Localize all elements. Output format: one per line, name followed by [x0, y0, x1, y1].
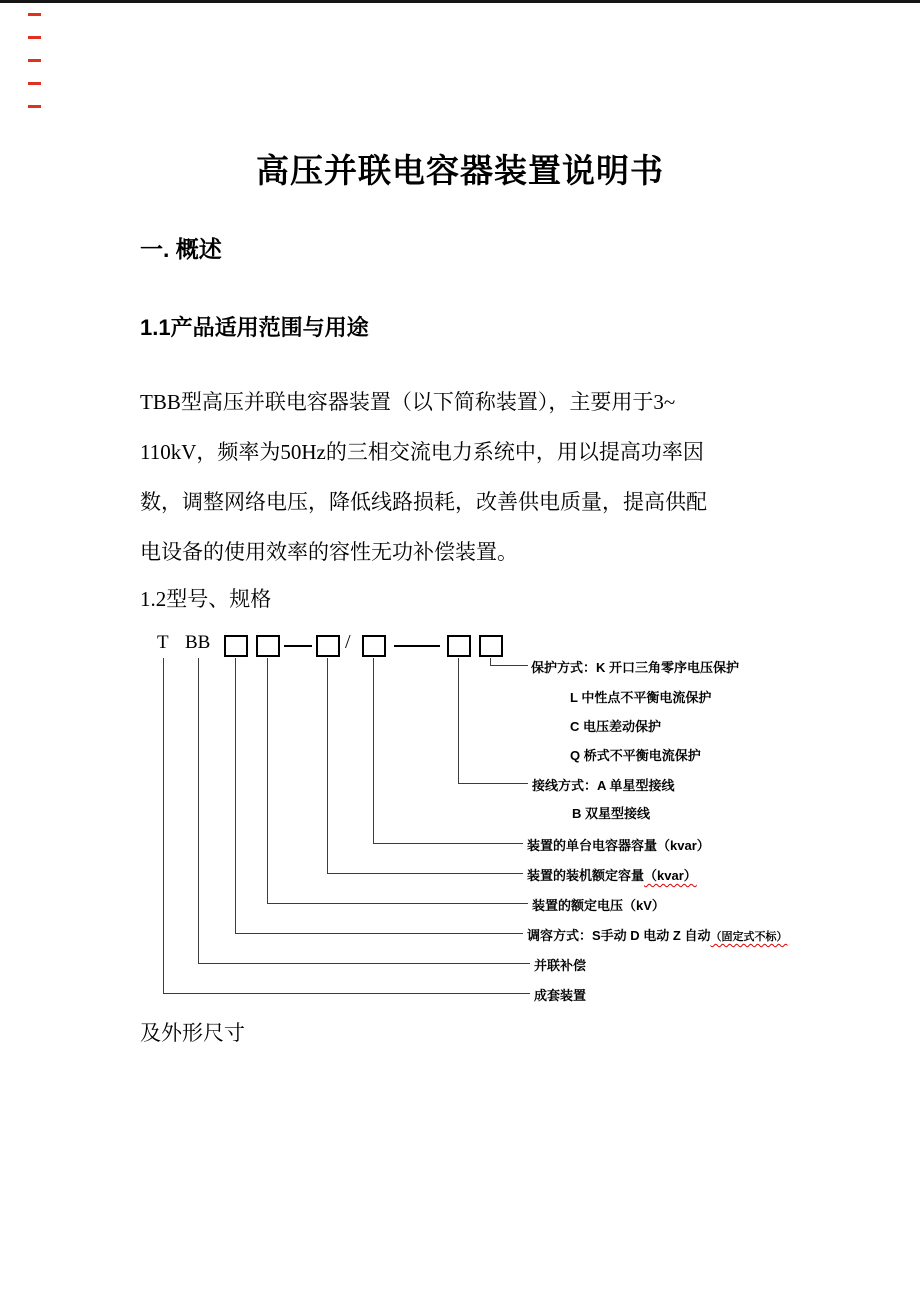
model-code-box-protection [479, 635, 503, 657]
label-rated-capacity-text: 装置的装机额定容量 [527, 868, 645, 883]
model-code-box-wiring [447, 635, 471, 657]
leader-line-shunt-h [198, 963, 530, 964]
leader-line-single-capacity-h [373, 843, 523, 844]
model-code-box-rated-capacity [316, 635, 340, 657]
label-wiring: 接线方式：A 单星型接线 [532, 778, 675, 793]
leader-line-adjust-mode-h [235, 933, 523, 934]
label-protection-q: Q 桥式不平衡电流保护 [570, 748, 701, 763]
label-rated-voltage: 装置的额定电压（kV） [532, 898, 665, 913]
page-title: 高压并联电容器装置说明书 [256, 152, 664, 189]
model-code-letter-t: T [157, 632, 169, 653]
margin-mark [28, 13, 41, 16]
leader-line-rated-voltage [267, 658, 268, 903]
label-protection-l: L 中性点不平衡电流保护 [570, 690, 712, 705]
leader-line-complete-set [163, 658, 164, 993]
label-adjust-mode [527, 925, 787, 944]
model-code-dash [394, 645, 440, 647]
label-adjust-mode-note: （固定式不标） [710, 931, 788, 943]
label-adjust-mode-text: 调容方式：S手动 D 电动 Z 自动 [527, 928, 711, 943]
label-rated-capacity-unit: （kvar） [644, 868, 697, 883]
leader-line-protection-h [490, 665, 528, 666]
model-code-dash [284, 645, 312, 647]
leader-line-complete-set-h [163, 993, 530, 994]
label-single-capacity: 装置的单台电容器容量（kvar） [527, 838, 710, 853]
label-wiring-b: B 双星型接线 [572, 806, 651, 821]
margin-mark [28, 59, 41, 62]
leader-line-adjust-mode [235, 658, 236, 933]
leader-line-rated-capacity [327, 658, 328, 873]
heading-scope: 1.1产品适用范围与用途 [140, 315, 369, 340]
leader-line-wiring [458, 658, 459, 783]
heading-model: 1.2型号、规格 [140, 587, 272, 611]
leader-line-single-capacity [373, 658, 374, 843]
leader-line-rated-capacity-h [327, 873, 523, 874]
margin-mark [28, 36, 41, 39]
model-code-box-rated-voltage [256, 635, 280, 657]
margin-mark [28, 105, 41, 108]
leader-line-protection [490, 658, 491, 665]
leader-line-wiring-h [458, 783, 528, 784]
label-protection: 保护方式：K 开口三角零序电压保护 [531, 660, 740, 675]
leader-line-shunt [198, 658, 199, 963]
heading-overview: 一. 概述 [140, 236, 222, 262]
body-line: TBB型高压并联电容器装置（以下简称装置），主要用于3~ [140, 390, 676, 414]
trailing-text: 及外形尺寸 [140, 1021, 245, 1045]
body-line: 110kV，频率为50Hz的三相交流电力系统中，用以提高功率因 [140, 440, 704, 464]
label-shunt-compensation: 并联补偿 [534, 958, 587, 973]
margin-mark [28, 82, 41, 85]
model-code-box-single-capacity [362, 635, 386, 657]
model-code-letter-bb: BB [185, 632, 211, 653]
model-code-slash: / [345, 631, 351, 653]
label-complete-set: 成套装置 [534, 988, 587, 1003]
body-line: 数，调整网络电压，降低线路损耗，改善供电质量，提高供配 [140, 490, 707, 514]
label-protection-c: C 电压差动保护 [570, 719, 662, 734]
body-line: 电设备的使用效率的容性无功补偿装置。 [140, 540, 518, 564]
model-code-box-adjust-mode [224, 635, 248, 657]
label-rated-capacity [527, 865, 697, 884]
leader-line-rated-voltage-h [267, 903, 528, 904]
